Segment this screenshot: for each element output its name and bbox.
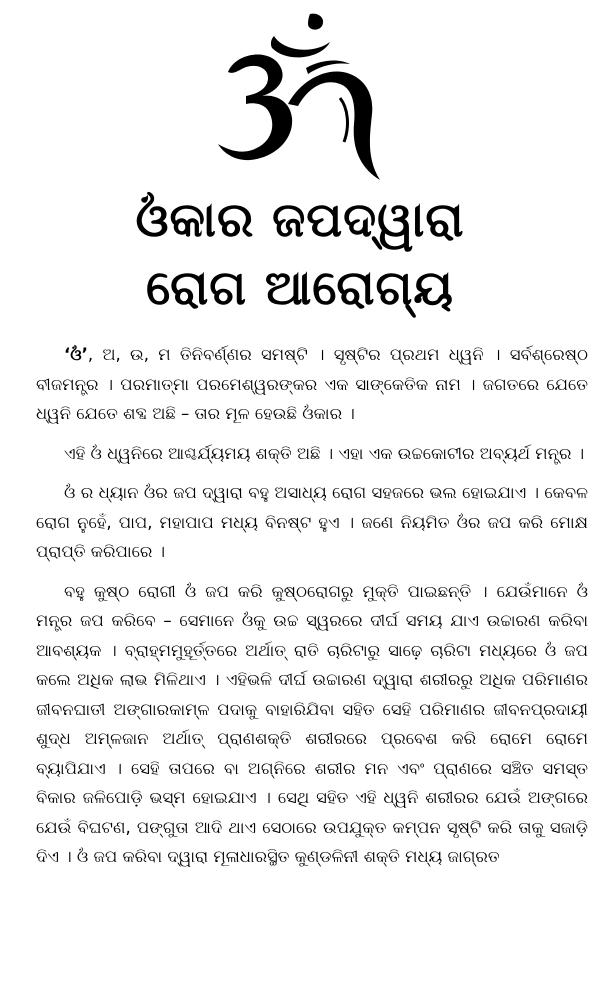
page-title-line1: ଓଁକାର ଜପଦ୍ୱାରା (135, 192, 465, 248)
paragraph-1-text: , ଅ, ଉ, ମ ତିନିବର୍ଣ୍ଣର ସମଷ୍ଟି । ସୃଷ୍ଟିର ପ୍ରଥମ ଧ୍ୱନି । ସର୍ବଶ୍ରେଷ୍ଠ ବୀଜମନ୍ତ୍ର । ପରମାତ୍ମା ପରମେଶ୍ୱରଙ୍କର ଏକ ସାଙ୍କେତିକ ନାମ । ଜଗତରେ ଯେତେ ଧ୍ୱନି ଯେତେ ଶବ୍ଦ ଅଛି – ତାର ମୂଳ ହେଉଛି ଓଁକାର । (36, 345, 588, 423)
om-symbol-icon (210, 8, 390, 188)
page-title-line2: ରୋଗ ଆରୋଗ୍ୟ (146, 260, 454, 316)
paragraph-3: ଓଁ ର ଧ୍ୟାନ ଓଁର ଜପ ଦ୍ୱାରା ବହୁ ଅସାଧ୍ୟ ରୋଗ ସହଜରେ ଭଲ ହୋଇଯାଏ । କେବଳ ରୋଗ ନୁହେଁ, ପାପ, ମହାପାପ ମଧ୍ୟ ବିନଷ୍ଟ ହୁଏ । ଜଣେ ନିୟମିତ ଓଁର ଜପ କରି ମୋକ୍ଷ ପ୍ରାପ୍ତି କରିପାରେ । (36, 483, 588, 561)
paragraph-1-lead: ‘ଓଁ’ (64, 345, 88, 364)
paragraph-2: ଏହି ଓଁ ଧ୍ୱନିରେ ଆଶ୍ଚର୍ଯ୍ୟମୟ ଶକ୍ତି ଅଛି । ଏହା ଏକ ଉଚ୍ଚକୋଟୀର ଅବ୍ୟର୍ଥ ମନ୍ତ୍ର । (64, 443, 585, 463)
paragraph-4: ବହୁ କୁଷ୍ଠ ରୋଗୀ ଓଁ ଜପ କରି କୁଷ୍ଠରୋଗରୁ ମୁକ୍ତି ପାଇଛନ୍ତି । ଯେଉଁମାନେ ଓଁ ମନ୍ତ୍ର ଜପ କରିବେ – ସେମାନେ ଓଁକୁ ଉଚ୍ଚ ସ୍ୱରରେ ଦୀର୍ଘ ସମୟ ଯାଏ ଉଚ୍ଚାରଣ କରିବା ଆବଶ୍ୟକ । ବ୍ରାହ୍ମମୁହୂର୍ତ୍ତରେ ଅର୍ଥାତ୍ ରାତି ଚାରିଟାରୁ ସାଢ଼େ ଚାରିଟା ମଧ୍ୟରେ ଓଁ ଜପ କଲେ ଅଧିକ ଲାଭ ମିଳିଥାଏ । ଏହିଭଳି ଦୀର୍ଘ ଉଚ୍ଚାରଣ ଦ୍ୱାରା ଶରୀରରୁ ଅଧିକ ପରିମାଣର ଜୀବନଘାତୀ ଅଙ୍ଗାରକାମ୍ଳ ପଦାକୁ ବାହାରିଯିବା ସହିତ ସେହି ପରିମାଣର ଜୀବନପ୍ରଦାୟୀ ଶୁଦ୍ଧ ଅମ୍ଳଜାନ ଅର୍ଥାତ୍ ପ୍ରାଣଶକ୍ତି ଶରୀରରେ ପ୍ରବେଶ କରି ରୋମେ ରୋମେ ବ୍ୟାପିଯାଏ । ସେହି ତାପରେ ବା ଅଗ୍ନିରେ ଶରୀର ମନ ଏବଂ ପ୍ରାଣରେ ସଞ୍ଚିତ ସମସ୍ତ ବିକାର ଜଳିପୋଡ଼ି ଭସ୍ମ ହୋଇଯାଏ । ସେଥି ସହିତ ଏହି ଧ୍ୱନି ଶରୀରର ଯେଉଁ ଅଙ୍ଗରେ ଯେଉଁ ବିଘଟଣ, ପଙ୍ଗୁତା ଆଦି ଥାଏ ସେଠାରେ ଉପଯୁକ୍ତ କମ୍ପନ ସୃଷ୍ଟି କରି ତାକୁ ସଜାଡ଼ି ଦିଏ । ଓଁ ଜପ କରିବା ଦ୍ୱାରା ମୂଳାଧାରସ୍ଥିତ କୁଣ୍ଡଳିନୀ ଶକ୍ତି ମଧ୍ୟ ଜାଗ୍ରତ (36, 581, 588, 866)
paragraph-1 (36, 340, 588, 429)
body-text (36, 340, 588, 882)
